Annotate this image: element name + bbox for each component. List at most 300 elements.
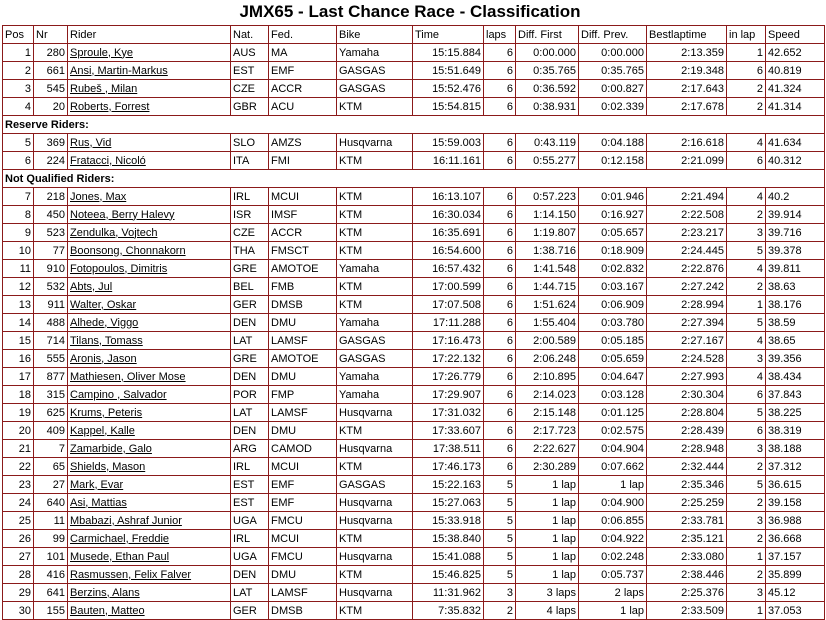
cell-time: 16:54.600 — [413, 242, 484, 260]
cell-pos: 6 — [3, 152, 34, 170]
cell-laps: 6 — [484, 296, 516, 314]
table-row — [3, 152, 825, 170]
rider-link[interactable]: Boonsong, Chonnakorn — [70, 244, 186, 257]
cell-bestlaptime: 2:28.948 — [647, 440, 727, 458]
cell-time: 15:33.918 — [413, 512, 484, 530]
cell-in-lap: 1 — [727, 296, 766, 314]
classification-table — [2, 25, 825, 620]
cell-bike: Husqvarna — [337, 440, 413, 458]
header-laps: laps — [484, 26, 516, 44]
cell-laps: 6 — [484, 44, 516, 62]
cell-bike: KTM — [337, 98, 413, 116]
cell-in-lap: 4 — [727, 134, 766, 152]
table-row — [3, 260, 825, 278]
cell-in-lap: 2 — [727, 458, 766, 476]
cell-pos: 5 — [3, 134, 34, 152]
cell-laps: 6 — [484, 62, 516, 80]
cell-diff-first: 1 lap — [516, 566, 579, 584]
cell-nat: IRL — [231, 188, 269, 206]
rider-link[interactable]: Noteea, Berry Halevy — [70, 208, 175, 221]
cell-bike: KTM — [337, 206, 413, 224]
cell-laps: 6 — [484, 260, 516, 278]
cell-fed: IMSF — [269, 206, 337, 224]
cell-nat: GRE — [231, 260, 269, 278]
cell-bestlaptime: 2:24.528 — [647, 350, 727, 368]
cell-diff-prev: 0:07.662 — [579, 458, 647, 476]
cell-in-lap: 4 — [727, 332, 766, 350]
section-label: Reserve Riders: — [3, 116, 825, 134]
cell-nr: 99 — [34, 530, 68, 548]
header-fed: Fed. — [269, 26, 337, 44]
cell-diff-prev: 0:05.659 — [579, 350, 647, 368]
cell-bike: KTM — [337, 602, 413, 620]
cell-in-lap: 1 — [727, 548, 766, 566]
cell-nr: 369 — [34, 134, 68, 152]
cell-fed: EMF — [269, 62, 337, 80]
header-diff-prev: Diff. Prev. — [579, 26, 647, 44]
cell-speed: 40.2 — [766, 188, 825, 206]
cell-nat: DEN — [231, 314, 269, 332]
cell-speed: 36.668 — [766, 530, 825, 548]
cell-time: 17:46.173 — [413, 458, 484, 476]
cell-speed: 35.899 — [766, 566, 825, 584]
cell-in-lap: 2 — [727, 278, 766, 296]
cell-time: 16:30.034 — [413, 206, 484, 224]
cell-diff-first: 1:14.150 — [516, 206, 579, 224]
rider-link[interactable]: Shields, Mason — [70, 460, 146, 473]
rider-link[interactable]: Mathiesen, Oliver Mose — [70, 370, 186, 383]
cell-pos: 20 — [3, 422, 34, 440]
cell-in-lap: 3 — [727, 224, 766, 242]
cell-nat: GER — [231, 296, 269, 314]
cell-diff-prev: 0:01.946 — [579, 188, 647, 206]
cell-in-lap: 5 — [727, 242, 766, 260]
cell-bike: Yamaha — [337, 368, 413, 386]
cell-pos: 1 — [3, 44, 34, 62]
cell-diff-first: 4 laps — [516, 602, 579, 620]
rider-link[interactable]: Mark, Evar — [70, 478, 124, 491]
cell-bike: GASGAS — [337, 80, 413, 98]
cell-pos: 14 — [3, 314, 34, 332]
rider-link[interactable]: Carmichael, Freddie — [70, 532, 170, 545]
table-row — [3, 386, 825, 404]
cell-bestlaptime: 2:28.439 — [647, 422, 727, 440]
cell-bike: Husqvarna — [337, 548, 413, 566]
table-row — [3, 98, 825, 116]
header-time: Time — [413, 26, 484, 44]
cell-fed: MCUI — [269, 458, 337, 476]
cell-diff-prev: 0:02.248 — [579, 548, 647, 566]
cell-speed: 36.615 — [766, 476, 825, 494]
cell-rider — [68, 440, 231, 458]
cell-bestlaptime: 2:21.099 — [647, 152, 727, 170]
cell-nr: 523 — [34, 224, 68, 242]
rider-link[interactable]: Fratacci, Nicoló — [70, 154, 146, 167]
table-row — [3, 566, 825, 584]
cell-diff-first: 2:06.248 — [516, 350, 579, 368]
cell-nat: GER — [231, 602, 269, 620]
cell-bike: KTM — [337, 530, 413, 548]
rider-link[interactable]: Campino , Salvador — [70, 388, 167, 401]
cell-bestlaptime: 2:22.876 — [647, 260, 727, 278]
header-bike: Bike — [337, 26, 413, 44]
cell-nat: EST — [231, 476, 269, 494]
cell-diff-prev: 1 lap — [579, 476, 647, 494]
table-row — [3, 278, 825, 296]
cell-rider — [68, 260, 231, 278]
cell-time: 15:22.163 — [413, 476, 484, 494]
cell-time: 16:13.107 — [413, 188, 484, 206]
cell-rider — [68, 62, 231, 80]
cell-in-lap: 2 — [727, 80, 766, 98]
cell-nr: 877 — [34, 368, 68, 386]
section-header-row — [3, 116, 825, 134]
rider-link[interactable]: Asi, Mattias — [70, 496, 127, 509]
cell-diff-prev: 0:03.167 — [579, 278, 647, 296]
cell-fed: FMI — [269, 152, 337, 170]
cell-speed: 37.843 — [766, 386, 825, 404]
cell-nr: 20 — [34, 98, 68, 116]
cell-diff-first: 2:17.723 — [516, 422, 579, 440]
cell-time: 17:00.599 — [413, 278, 484, 296]
cell-speed: 38.434 — [766, 368, 825, 386]
cell-speed: 39.716 — [766, 224, 825, 242]
header-bestlaptime: Bestlaptime — [647, 26, 727, 44]
cell-time: 17:33.607 — [413, 422, 484, 440]
cell-pos: 28 — [3, 566, 34, 584]
cell-fed: LAMSF — [269, 584, 337, 602]
cell-pos: 4 — [3, 98, 34, 116]
table-body — [3, 44, 825, 620]
table-row — [3, 422, 825, 440]
cell-fed: ACCR — [269, 224, 337, 242]
cell-diff-prev: 0:04.647 — [579, 368, 647, 386]
cell-pos: 8 — [3, 206, 34, 224]
cell-in-lap: 3 — [727, 350, 766, 368]
cell-laps: 6 — [484, 152, 516, 170]
cell-nr: 661 — [34, 62, 68, 80]
cell-bestlaptime: 2:23.217 — [647, 224, 727, 242]
cell-diff-prev: 0:06.909 — [579, 296, 647, 314]
cell-nat: LAT — [231, 584, 269, 602]
cell-fed: LAMSF — [269, 332, 337, 350]
cell-fed: AMOTOE — [269, 350, 337, 368]
cell-in-lap: 1 — [727, 602, 766, 620]
cell-diff-prev: 0:16.927 — [579, 206, 647, 224]
cell-laps: 5 — [484, 494, 516, 512]
cell-bestlaptime: 2:28.804 — [647, 404, 727, 422]
cell-rider — [68, 422, 231, 440]
cell-bike: Yamaha — [337, 314, 413, 332]
cell-pos: 23 — [3, 476, 34, 494]
cell-diff-prev: 0:06.855 — [579, 512, 647, 530]
cell-bestlaptime: 2:25.259 — [647, 494, 727, 512]
cell-time: 15:59.003 — [413, 134, 484, 152]
cell-speed: 39.378 — [766, 242, 825, 260]
cell-nr: 218 — [34, 188, 68, 206]
cell-nat: ITA — [231, 152, 269, 170]
rider-link[interactable]: Jones, Max — [70, 190, 127, 203]
cell-rider — [68, 350, 231, 368]
cell-bestlaptime: 2:33.781 — [647, 512, 727, 530]
cell-fed: AMOTOE — [269, 260, 337, 278]
cell-nat: GRE — [231, 350, 269, 368]
cell-bike: KTM — [337, 278, 413, 296]
table-row — [3, 512, 825, 530]
cell-diff-first: 1 lap — [516, 548, 579, 566]
cell-diff-prev: 0:05.185 — [579, 332, 647, 350]
cell-bestlaptime: 2:35.346 — [647, 476, 727, 494]
rider-link[interactable]: Bauten, Matteo — [70, 604, 145, 617]
cell-nr: 555 — [34, 350, 68, 368]
cell-nat: DEN — [231, 368, 269, 386]
cell-fed: CAMOD — [269, 440, 337, 458]
cell-rider — [68, 602, 231, 620]
cell-rider — [68, 494, 231, 512]
cell-speed: 37.157 — [766, 548, 825, 566]
cell-diff-first: 2:00.589 — [516, 332, 579, 350]
cell-laps: 5 — [484, 512, 516, 530]
cell-rider — [68, 44, 231, 62]
cell-bestlaptime: 2:27.394 — [647, 314, 727, 332]
cell-nr: 155 — [34, 602, 68, 620]
header-pos: Pos — [3, 26, 34, 44]
cell-rider — [68, 404, 231, 422]
rider-link[interactable]: Kappel, Kalle — [70, 424, 135, 437]
cell-bestlaptime: 2:30.304 — [647, 386, 727, 404]
cell-diff-first: 0:43.119 — [516, 134, 579, 152]
cell-speed: 45.12 — [766, 584, 825, 602]
cell-bike: KTM — [337, 458, 413, 476]
cell-laps: 6 — [484, 440, 516, 458]
cell-nat: GBR — [231, 98, 269, 116]
cell-pos: 18 — [3, 386, 34, 404]
cell-rider — [68, 224, 231, 242]
cell-rider — [68, 476, 231, 494]
cell-rider — [68, 206, 231, 224]
rider-link[interactable]: Sproule, Kye — [70, 46, 133, 59]
rider-link[interactable]: Zendulka, Vojtech — [70, 226, 158, 239]
cell-bike: Yamaha — [337, 386, 413, 404]
cell-fed: FMCU — [269, 512, 337, 530]
cell-bestlaptime: 2:27.242 — [647, 278, 727, 296]
cell-pos: 17 — [3, 368, 34, 386]
cell-diff-first: 0:55.277 — [516, 152, 579, 170]
cell-bestlaptime: 2:16.618 — [647, 134, 727, 152]
cell-time: 17:22.132 — [413, 350, 484, 368]
cell-nat: LAT — [231, 332, 269, 350]
rider-link[interactable]: Walter, Oskar — [70, 298, 137, 311]
rider-link[interactable]: Musede, Ethan Paul — [70, 550, 170, 563]
cell-time: 15:54.815 — [413, 98, 484, 116]
cell-time: 7:35.832 — [413, 602, 484, 620]
cell-fed: LAMSF — [269, 404, 337, 422]
cell-bestlaptime: 2:33.509 — [647, 602, 727, 620]
cell-diff-prev: 0:00.827 — [579, 80, 647, 98]
cell-bike: Husqvarna — [337, 134, 413, 152]
cell-bike: KTM — [337, 152, 413, 170]
table-row — [3, 80, 825, 98]
cell-fed: ACU — [269, 98, 337, 116]
cell-bestlaptime: 2:38.446 — [647, 566, 727, 584]
cell-diff-first: 1:44.715 — [516, 278, 579, 296]
cell-in-lap: 4 — [727, 188, 766, 206]
table-row — [3, 458, 825, 476]
cell-nr: 625 — [34, 404, 68, 422]
cell-bike: GASGAS — [337, 332, 413, 350]
cell-time: 17:31.032 — [413, 404, 484, 422]
table-row — [3, 548, 825, 566]
cell-in-lap: 2 — [727, 98, 766, 116]
cell-bestlaptime: 2:25.376 — [647, 584, 727, 602]
cell-bestlaptime: 2:32.444 — [647, 458, 727, 476]
table-row — [3, 44, 825, 62]
cell-laps: 6 — [484, 188, 516, 206]
cell-rider — [68, 296, 231, 314]
cell-fed: DMU — [269, 314, 337, 332]
cell-laps: 2 — [484, 602, 516, 620]
cell-fed: FMCU — [269, 548, 337, 566]
cell-pos: 10 — [3, 242, 34, 260]
cell-rider — [68, 458, 231, 476]
cell-speed: 37.312 — [766, 458, 825, 476]
cell-bike: Husqvarna — [337, 494, 413, 512]
cell-diff-prev: 0:18.909 — [579, 242, 647, 260]
cell-time: 17:29.907 — [413, 386, 484, 404]
cell-nr: 450 — [34, 206, 68, 224]
cell-nr: 409 — [34, 422, 68, 440]
rider-link[interactable]: Berzins, Alans — [70, 586, 140, 599]
cell-laps: 6 — [484, 206, 516, 224]
cell-rider — [68, 134, 231, 152]
cell-bestlaptime: 2:22.508 — [647, 206, 727, 224]
cell-diff-first: 1 lap — [516, 476, 579, 494]
cell-fed: FMB — [269, 278, 337, 296]
cell-diff-first: 2:10.895 — [516, 368, 579, 386]
cell-laps: 6 — [484, 404, 516, 422]
rider-link[interactable]: Zamarbide, Galo — [70, 442, 152, 455]
cell-time: 17:16.473 — [413, 332, 484, 350]
cell-nr: 27 — [34, 476, 68, 494]
cell-fed: EMF — [269, 476, 337, 494]
cell-laps: 3 — [484, 584, 516, 602]
table-row — [3, 62, 825, 80]
table-row — [3, 224, 825, 242]
cell-diff-prev: 0:35.765 — [579, 62, 647, 80]
cell-diff-prev: 0:01.125 — [579, 404, 647, 422]
cell-diff-first: 1:51.624 — [516, 296, 579, 314]
cell-pos: 13 — [3, 296, 34, 314]
cell-in-lap: 3 — [727, 440, 766, 458]
cell-bike: Husqvarna — [337, 512, 413, 530]
cell-nr: 280 — [34, 44, 68, 62]
rider-link[interactable]: Ansi, Martin-Markus — [70, 64, 168, 77]
cell-speed: 38.176 — [766, 296, 825, 314]
cell-diff-first: 0:35.765 — [516, 62, 579, 80]
cell-bestlaptime: 2:19.348 — [647, 62, 727, 80]
cell-bestlaptime: 2:27.993 — [647, 368, 727, 386]
cell-nat: POR — [231, 386, 269, 404]
cell-fed: AMZS — [269, 134, 337, 152]
table-row — [3, 134, 825, 152]
cell-laps: 6 — [484, 332, 516, 350]
rider-link[interactable]: Fotopoulos, Dimitris — [70, 262, 168, 275]
header-rider: Rider — [68, 26, 231, 44]
cell-speed: 38.63 — [766, 278, 825, 296]
cell-bestlaptime: 2:17.643 — [647, 80, 727, 98]
cell-fed: MCUI — [269, 188, 337, 206]
table-row — [3, 368, 825, 386]
cell-diff-first: 2:14.023 — [516, 386, 579, 404]
cell-fed: MA — [269, 44, 337, 62]
cell-laps: 6 — [484, 134, 516, 152]
cell-diff-first: 3 laps — [516, 584, 579, 602]
cell-bike: Husqvarna — [337, 404, 413, 422]
cell-speed: 39.158 — [766, 494, 825, 512]
cell-bike: Husqvarna — [337, 584, 413, 602]
cell-diff-prev: 0:04.900 — [579, 494, 647, 512]
cell-speed: 38.188 — [766, 440, 825, 458]
table-row — [3, 188, 825, 206]
cell-in-lap: 4 — [727, 368, 766, 386]
cell-bike: GASGAS — [337, 476, 413, 494]
cell-bike: Yamaha — [337, 44, 413, 62]
cell-pos: 25 — [3, 512, 34, 530]
rider-link[interactable]: Tilans, Tomass — [70, 334, 143, 347]
rider-link[interactable]: Abts, Jul — [70, 280, 113, 293]
cell-speed: 42.652 — [766, 44, 825, 62]
rider-link[interactable]: Rubeš , Milan — [70, 82, 138, 95]
rider-link[interactable]: Roberts, Forrest — [70, 100, 150, 113]
cell-speed: 40.819 — [766, 62, 825, 80]
rider-link[interactable]: Alhede, Viggo — [70, 316, 139, 329]
table-row — [3, 584, 825, 602]
cell-laps: 6 — [484, 98, 516, 116]
cell-nat: CZE — [231, 224, 269, 242]
cell-diff-prev: 0:02.575 — [579, 422, 647, 440]
rider-link[interactable]: Aronis, Jason — [70, 352, 137, 365]
rider-link[interactable]: Rasmussen, Felix Falver — [70, 568, 192, 581]
page-title: JMX65 - Last Chance Race - Classification — [239, 2, 581, 21]
rider-link[interactable]: Rus, Vid — [70, 136, 112, 149]
cell-laps: 6 — [484, 368, 516, 386]
rider-link[interactable]: Krums, Peteris — [70, 406, 143, 419]
cell-pos: 16 — [3, 350, 34, 368]
cell-in-lap: 2 — [727, 494, 766, 512]
cell-time: 15:51.649 — [413, 62, 484, 80]
cell-diff-prev: 1 lap — [579, 602, 647, 620]
cell-nr: 910 — [34, 260, 68, 278]
cell-pos: 24 — [3, 494, 34, 512]
cell-nr: 7 — [34, 440, 68, 458]
table-row — [3, 296, 825, 314]
cell-diff-prev: 0:04.188 — [579, 134, 647, 152]
cell-bestlaptime: 2:13.359 — [647, 44, 727, 62]
rider-link[interactable]: Mbabazi, Ashraf Junior — [70, 514, 182, 527]
cell-time: 15:46.825 — [413, 566, 484, 584]
cell-in-lap: 2 — [727, 566, 766, 584]
cell-speed: 41.634 — [766, 134, 825, 152]
cell-nat: DEN — [231, 422, 269, 440]
cell-fed: DMSB — [269, 602, 337, 620]
cell-laps: 5 — [484, 476, 516, 494]
cell-nr: 65 — [34, 458, 68, 476]
cell-rider — [68, 530, 231, 548]
cell-laps: 6 — [484, 314, 516, 332]
section-label: Not Qualified Riders: — [3, 170, 825, 188]
cell-bike: KTM — [337, 224, 413, 242]
cell-laps: 6 — [484, 350, 516, 368]
